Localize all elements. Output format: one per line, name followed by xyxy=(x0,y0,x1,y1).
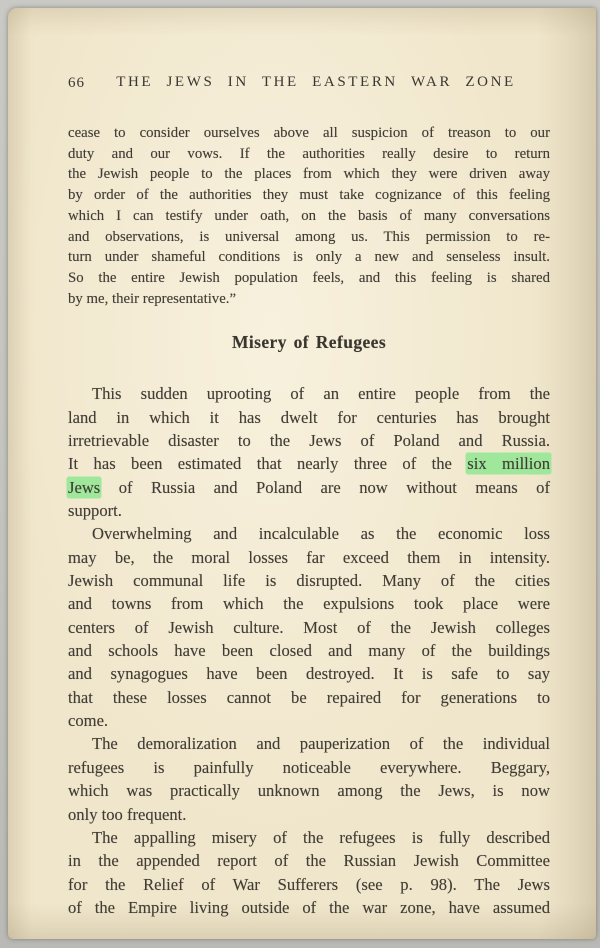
text-line xyxy=(68,756,550,779)
text-segment: may be, the moral losses far exceed them in intensity. xyxy=(68,547,550,567)
text-segment: This sudden uprooting of an entire people from the xyxy=(92,384,550,404)
text-segment: Jewish communal life is disrupted. Many of the cities xyxy=(68,571,550,591)
quote-block xyxy=(68,123,550,309)
text-line xyxy=(68,873,550,896)
text-line xyxy=(68,662,550,685)
text-segment: The appalling misery of the refugees is fully described xyxy=(92,827,550,847)
running-title: THE JEWS IN THE EASTERN WAR ZONE xyxy=(116,74,516,90)
text-line xyxy=(68,247,550,268)
text-segment: come. xyxy=(68,711,109,731)
text-blocks xyxy=(68,123,550,919)
paragraph xyxy=(68,522,550,732)
paragraph xyxy=(68,826,550,919)
text-line xyxy=(68,268,550,289)
text-segment: The demoralization and pauperization of the individual xyxy=(92,734,550,754)
section-heading: Misery of Refugees xyxy=(231,332,387,353)
text-segment: Overwhelming and incalculable as the economic loss xyxy=(92,524,550,544)
highlighted-text: six million xyxy=(467,454,550,474)
text-segment: for the Relief of War Sufferers (see p. 98). The Jews xyxy=(68,874,550,894)
text-segment: centers of Jewish culture. Most of the Jewish colleges xyxy=(68,617,550,637)
text-line xyxy=(68,382,550,405)
text-segment: refugees is painfully noticeable everywhere. Beggary, xyxy=(68,757,550,777)
page-header xyxy=(68,74,550,94)
text-line xyxy=(68,476,550,499)
text-segment: turn under shameful conditions is only a new and senseless insult. xyxy=(68,249,550,266)
text-line xyxy=(68,569,550,592)
text-line xyxy=(68,429,550,452)
text-segment: that these losses cannot be repaired for generations to xyxy=(68,687,550,707)
text-line xyxy=(68,206,550,227)
text-segment: support. xyxy=(68,501,122,521)
text-segment: which was practically unknown among the Jews, is now xyxy=(68,781,550,801)
highlighted-text: Jews xyxy=(68,477,101,497)
text-line xyxy=(68,709,550,732)
text-line xyxy=(68,123,550,144)
text-segment: the Jewish people to the places from which they were driven away xyxy=(68,166,550,183)
text-segment: and towns from which the expulsions took place were xyxy=(68,594,550,614)
text-segment: by order of the authorities they must take cognizance of this feeling xyxy=(68,187,550,204)
text-line xyxy=(68,144,550,165)
text-line xyxy=(68,639,550,662)
text-segment: cease to consider ourselves above all suspicion of treason to our xyxy=(68,125,550,141)
text-segment: and synagogues have been destroyed. It is safe to say xyxy=(68,664,550,684)
text-line xyxy=(68,779,550,802)
text-line xyxy=(68,849,550,872)
text-line xyxy=(68,803,550,826)
text-line xyxy=(68,164,550,185)
text-line xyxy=(68,522,550,545)
text-line xyxy=(68,826,550,849)
text-line xyxy=(68,592,550,615)
text-segment: of Russia and Poland are now without means of xyxy=(100,477,550,497)
text-segment: of the Empire living outside of the war zone, have assumed xyxy=(68,897,550,917)
text-line xyxy=(68,227,550,248)
paragraph xyxy=(68,732,550,825)
text-line xyxy=(68,289,550,310)
text-segment: in the appended report of the Russian Jewish Committee xyxy=(68,851,550,871)
text-segment: duty and our vows. If the authorities really desire to return xyxy=(68,145,550,162)
text-line xyxy=(68,406,550,429)
text-segment: only too frequent. xyxy=(68,804,187,824)
text-segment: and observations, is universal among us. This permission to re- xyxy=(68,228,550,245)
text-line xyxy=(68,185,550,206)
text-segment: So the entire Jewish population feels, and this feeling is shared xyxy=(68,269,550,286)
text-line xyxy=(68,546,550,569)
text-segment: It has been estimated that nearly three of the xyxy=(68,454,468,474)
text-segment: which I can testify under oath, on the basis of many conversations xyxy=(68,207,550,224)
paragraph xyxy=(68,382,550,522)
text-line xyxy=(68,732,550,755)
text-segment: by me, their representative.” xyxy=(68,290,237,307)
text-line xyxy=(68,452,550,475)
page-number: 66 xyxy=(68,75,85,91)
text-line xyxy=(68,896,550,919)
text-segment: and schools have been closed and many of the buildings xyxy=(68,641,550,661)
text-segment: land in which it has dwelt for centuries has brought xyxy=(68,407,550,427)
paper xyxy=(8,8,596,939)
text-line xyxy=(68,499,550,522)
text-segment: irretrievable disaster to the Jews of Poland and Russia. xyxy=(68,431,550,451)
text-line xyxy=(68,616,550,639)
text-line xyxy=(68,686,550,709)
